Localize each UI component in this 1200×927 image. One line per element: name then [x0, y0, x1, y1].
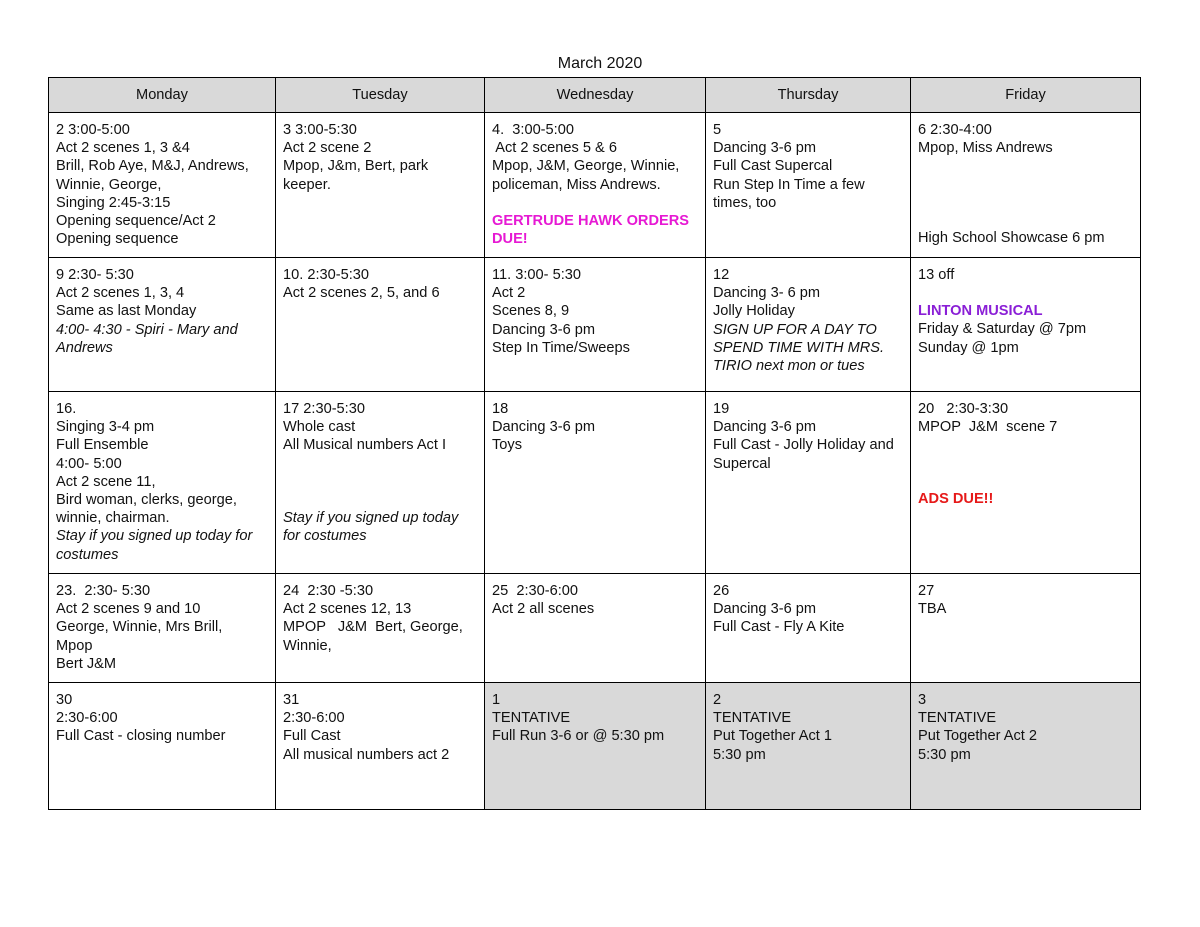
cell-line: Bird woman, clerks, george, — [56, 492, 237, 509]
cell-line: 31 — [283, 692, 300, 708]
week-row-4 — [49, 574, 1141, 683]
cell-line: Toys — [492, 437, 523, 454]
cell-line-italic: SIGN UP FOR A DAY TO — [713, 321, 877, 338]
week-row-1 — [49, 113, 1141, 258]
cell-line: 1 — [492, 692, 501, 708]
cell-line: Act 2 scenes 2, 5, and 6 — [283, 285, 440, 302]
cell-line: Put Together Act 2 — [918, 728, 1037, 745]
cell-line: Run Step In Time a few — [713, 176, 865, 193]
cell-line: Opening sequence/Act 2 — [56, 213, 216, 230]
day-cell-mar-26 — [706, 574, 911, 683]
spacer — [492, 194, 698, 212]
cell-line: 2:30-6:00 — [56, 710, 118, 727]
cell-line: MPOP J&M scene 7 — [918, 419, 1058, 436]
cell-line: keeper. — [283, 176, 331, 193]
cell-line: Full Cast - closing number — [56, 728, 226, 745]
cell-line: 26 — [713, 583, 730, 599]
cell-line: Sunday @ 1pm — [918, 339, 1019, 356]
cell-line: Dancing 3-6 pm — [713, 140, 817, 157]
week-row-2 — [49, 258, 1141, 392]
spacer — [918, 436, 1133, 490]
cell-line: TENTATIVE — [918, 710, 997, 727]
cell-line: Act 2 scene 11, — [56, 473, 156, 490]
cell-line: Full Cast - Jolly Holiday and — [713, 437, 894, 454]
header-wednesday: Wednesday — [485, 78, 706, 113]
cell-line: Same as last Monday — [56, 303, 197, 320]
spacer — [918, 211, 1133, 229]
cell-line: Mpop, J&M, George, Winnie, — [492, 158, 680, 175]
cell-line: 2:30-6:00 — [283, 710, 345, 727]
day-cell-apr-2 — [706, 683, 911, 810]
day-cell-mar-27 — [911, 574, 1141, 683]
spacer — [283, 455, 477, 509]
cell-line: 10. 2:30-5:30 — [283, 267, 370, 283]
calendar-table — [48, 77, 1141, 810]
day-cell-mar-17 — [276, 392, 485, 574]
day-cell-mar-31 — [276, 683, 485, 810]
week-row-5 — [49, 683, 1141, 810]
day-cell-mar-11 — [485, 258, 706, 392]
spacer — [918, 157, 1133, 211]
cell-line: Winnie, George, — [56, 176, 162, 193]
cell-line: Act 2 scenes 5 & 6 — [492, 140, 617, 157]
cell-line-italic: Stay if you signed up today — [283, 509, 459, 526]
cell-line: Act 2 scenes 1, 3, 4 — [56, 285, 185, 302]
cell-line: Jolly Holiday — [713, 303, 795, 320]
day-cell-mar-5 — [706, 113, 911, 258]
cell-line: Act 2 scenes 12, 13 — [283, 601, 412, 618]
header-thursday: Thursday — [706, 78, 911, 113]
cell-line: Full Ensemble — [56, 437, 149, 454]
cell-line: All Musical numbers Act I — [283, 437, 447, 454]
cell-line: Full Cast Supercal — [713, 158, 833, 175]
cell-line: 12 — [713, 267, 730, 283]
day-cell-mar-25 — [485, 574, 706, 683]
ads-due-note: ADS DUE!! — [918, 491, 994, 508]
gertrude-hawk-note: GERTRUDE HAWK ORDERS — [492, 212, 690, 229]
day-cell-mar-4 — [485, 113, 706, 258]
cell-line: 11. 3:00- 5:30 — [492, 267, 581, 283]
header-monday: Monday — [49, 78, 276, 113]
day-cell-mar-6 — [911, 113, 1141, 258]
cell-line: Opening sequence — [56, 231, 179, 248]
day-cell-mar-2 — [49, 113, 276, 258]
cell-line: Dancing 3-6 pm — [713, 419, 817, 436]
cell-line: Act 2 scene 2 — [283, 140, 372, 157]
cell-line: Act 2 scenes 1, 3 &4 — [56, 140, 190, 157]
cell-line: times, too — [713, 194, 777, 211]
day-cell-mar-18 — [485, 392, 706, 574]
linton-musical-note: LINTON MUSICAL — [918, 303, 1043, 320]
cell-line: 20 2:30-3:30 — [918, 401, 1009, 417]
cell-line: 23. 2:30- 5:30 — [56, 583, 151, 599]
day-cell-apr-1 — [485, 683, 706, 810]
cell-line: 2 — [713, 692, 722, 708]
cell-line: Dancing 3- 6 pm — [713, 285, 821, 302]
day-cell-mar-12 — [706, 258, 911, 392]
cell-line: Brill, Rob Aye, M&J, Andrews, — [56, 158, 249, 175]
day-cell-mar-23 — [49, 574, 276, 683]
cell-line: 6 2:30-4:00 — [918, 122, 992, 138]
cell-line: Friday & Saturday @ 7pm — [918, 321, 1087, 338]
cell-line: 4. 3:00-5:00 — [492, 122, 574, 138]
day-cell-mar-30 — [49, 683, 276, 810]
day-cell-mar-19 — [706, 392, 911, 574]
weekday-header-row — [49, 78, 1141, 113]
cell-line-italic: 4:00- 4:30 - Spiri - Mary and — [56, 321, 238, 338]
cell-line: winnie, chairman. — [56, 510, 170, 527]
cell-line: 30 — [56, 692, 73, 708]
day-cell-apr-3 — [911, 683, 1141, 810]
cell-line: TENTATIVE — [492, 710, 571, 727]
cell-line: Supercal — [713, 455, 771, 472]
day-cell-mar-24 — [276, 574, 485, 683]
cell-line-italic: Andrews — [56, 339, 113, 356]
cell-line: George, Winnie, Mrs Brill, — [56, 619, 223, 636]
cell-line: 19 — [713, 401, 730, 417]
cell-line: 25 2:30-6:00 — [492, 583, 579, 599]
cell-line: Singing 2:45-3:15 — [56, 194, 171, 211]
cell-line: Act 2 scenes 9 and 10 — [56, 601, 201, 618]
week-row-3 — [49, 392, 1141, 574]
cell-line: 9 2:30- 5:30 — [56, 267, 134, 283]
cell-line: Dancing 3-6 pm — [492, 321, 596, 338]
cell-line-italic: TIRIO next mon or tues — [713, 358, 865, 375]
day-cell-mar-13 — [911, 258, 1141, 392]
cell-line: 2 3:00-5:00 — [56, 122, 130, 138]
day-cell-mar-10 — [276, 258, 485, 392]
showcase-note: High School Showcase 6 pm — [918, 230, 1105, 247]
cell-line-italic: costumes — [56, 546, 119, 563]
cell-line: Singing 3-4 pm — [56, 419, 155, 436]
cell-line: Scenes 8, 9 — [492, 303, 570, 320]
cell-line: MPOP J&M Bert, George, — [283, 619, 463, 636]
cell-line-italic: Stay if you signed up today for — [56, 528, 253, 545]
cell-line: 4:00- 5:00 — [56, 455, 122, 472]
day-cell-mar-20 — [911, 392, 1141, 574]
day-cell-mar-3 — [276, 113, 485, 258]
cell-line: Step In Time/Sweeps — [492, 339, 630, 356]
day-cell-mar-9 — [49, 258, 276, 392]
cell-line: Winnie, — [283, 637, 332, 654]
cell-line: 24 2:30 -5:30 — [283, 583, 374, 599]
cell-line: 27 — [918, 583, 935, 599]
cell-line: Bert J&M — [56, 655, 117, 672]
header-friday: Friday — [911, 78, 1141, 113]
cell-line: 5 — [713, 122, 722, 138]
cell-line: Full Cast — [283, 728, 341, 745]
cell-line: Act 2 — [492, 285, 526, 302]
cell-line: Full Run 3-6 or @ 5:30 pm — [492, 728, 665, 745]
cell-line: Full Cast - Fly A Kite — [713, 619, 845, 636]
cell-line: 3 3:00-5:30 — [283, 122, 357, 138]
cell-line: 5:30 pm — [713, 746, 766, 763]
cell-line-italic: SPEND TIME WITH MRS. — [713, 339, 885, 356]
cell-line: 18 — [492, 401, 509, 417]
cell-line: Mpop — [56, 637, 93, 654]
cell-line: 17 2:30-5:30 — [283, 401, 365, 417]
cell-line: TBA — [918, 601, 947, 618]
cell-line: 3 — [918, 692, 927, 708]
cell-line: policeman, Miss Andrews. — [492, 176, 661, 193]
cell-line: 5:30 pm — [918, 746, 971, 763]
cell-line: TENTATIVE — [713, 710, 792, 727]
spacer — [918, 284, 1133, 302]
cell-line: Whole cast — [283, 419, 356, 436]
cell-line: 16. — [56, 401, 77, 417]
cell-line: Mpop, J&m, Bert, park — [283, 158, 429, 175]
cell-line-italic: for costumes — [283, 527, 367, 544]
cell-line: Act 2 all scenes — [492, 601, 595, 618]
day-cell-mar-16 — [49, 392, 276, 574]
header-tuesday: Tuesday — [276, 78, 485, 113]
cell-line: Dancing 3-6 pm — [492, 419, 596, 436]
cell-line: 13 off — [918, 267, 955, 283]
cell-line: Mpop, Miss Andrews — [918, 140, 1053, 157]
cell-line: Put Together Act 1 — [713, 728, 832, 745]
cell-line: Dancing 3-6 pm — [713, 601, 817, 618]
calendar-title: March 2020 — [557, 55, 643, 72]
cell-line: All musical numbers act 2 — [283, 746, 450, 763]
gertrude-hawk-note: DUE! — [492, 231, 528, 248]
